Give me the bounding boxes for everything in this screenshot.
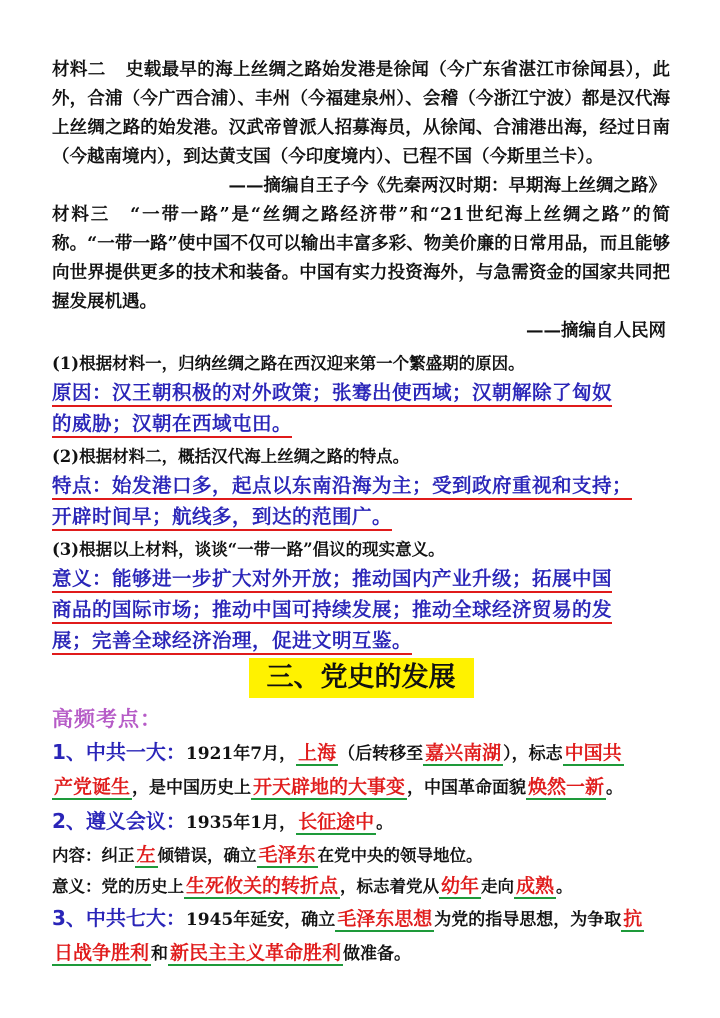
- item-2-meaning: 意义：党的历史上 生死攸关的转折点 ，标志着党从 幼年 走向 成熟 。: [52, 875, 573, 897]
- material-3-paragraph: [52, 201, 670, 317]
- material-2-text: 史载最早的海上丝绸之路始发港是徐闻（今广东省湛江市徐闻县），此外，合浦（今广西合浦）、丰州（今福建泉州）、会稽（今浙江宁波）都是汉代海上丝绸之路的始发港。汉武帝曾派人招募海员，从徐闻、合浦港出海，经过日南（今越南境内），到达黄支国（今印度境内）、已程不国（今斯里兰卡）。: [52, 60, 671, 167]
- item-3: 3、中共七大：1945年延安，确立 毛泽东思想 为党的指导思想，为争取 抗 日战争胜利 和 新民主主义革命胜利 做准备。: [52, 906, 643, 964]
- material-3-text: “一带一路”是“丝绸之路经济带”和“21世纪海上丝绸之路”的简称。“一带一路”使中国不仅可以输出丰富多彩、物美价廉的日常用品，而且能够向世界提供更多的技术和装备。中国有实力投资海外，与急需资金的国家共同把握发展机遇。: [52, 205, 671, 312]
- section-title-wrap: [52, 658, 670, 698]
- item-2-content: 内容：纠正 左 倾错误，确立 毛泽东 在党中央的领导地位。: [52, 844, 483, 866]
- material-2-source: ——摘编自王子今《先秦两汉时期：早期海上丝绸之路》: [228, 176, 666, 196]
- answer-2: 特点：始发港口多，起点以东南沿海为主；受到政府重视和支持； 开辟时间早；航线多，到达的范围广。: [52, 470, 670, 532]
- section-title: 三、党史的发展: [249, 658, 474, 698]
- item-1: 1、中共一大：1921年7月， 上海 （后转移至 嘉兴南湖 ），标志 中国共 产党诞生 ，是中国历史上 开天辟地的大事变 ，中国革命面貌 焕然一新 。: [52, 740, 624, 798]
- material-3-source: ——摘编自人民网: [526, 321, 666, 341]
- material-3-label: 材料三: [52, 205, 111, 225]
- material-2-label: 材料二: [52, 60, 106, 80]
- high-frequency-heading: 高频考点：: [52, 707, 162, 731]
- material-2-paragraph: [52, 56, 670, 172]
- answer-1: 原因：汉王朝积极的对外政策；张骞出使西域；汉朝解除了匈奴 的威胁；汉朝在西域屯田。: [52, 377, 670, 439]
- question-2: (2)根据材料二，概括汉代海上丝绸之路的特点。: [52, 447, 410, 466]
- question-1: (1)根据材料一，归纳丝绸之路在西汉迎来第一个繁盛期的原因。: [52, 354, 525, 373]
- question-3: (3)根据以上材料，谈谈“一带一路”倡议的现实意义。: [52, 540, 445, 559]
- item-2: 2、遵义会议：1935年1月， 长征途中 。: [52, 809, 394, 833]
- answer-3: 意义：能够进一步扩大对外开放；推动国内产业升级；拓展中国 商品的国际市场；推动中国可持续发展；推动全球经济贸易的发 展；完善全球经济治理，促进文明互鉴。: [52, 563, 670, 656]
